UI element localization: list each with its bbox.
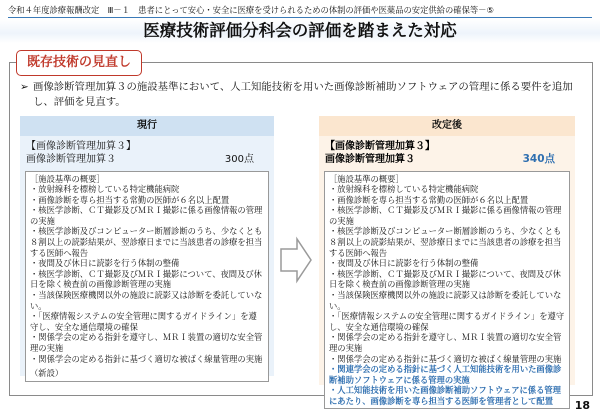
revised-bracket-title: 【画像診断管理加算３】 xyxy=(325,141,435,152)
list-item: ・核医学診断、ＣＴ撮影及びＭＲＩ撮影に係る画像情報の管理の実施 xyxy=(329,205,562,226)
revised-addition-name: 画像診断管理加算３ xyxy=(325,154,415,165)
list-item: ・画像診断を専ら担当する常勤の医師が６名以上配置 xyxy=(30,194,230,205)
revised-heading: 改定後 xyxy=(319,116,575,136)
arrow-right-icon xyxy=(279,236,313,284)
list-item: ・夜間及び休日に読影を行う体制の整備 xyxy=(30,258,180,269)
current-addition-row xyxy=(20,153,274,166)
list-item: ・夜間及び休日に読影を行う体制の整備 xyxy=(329,258,479,269)
arrow-bullet-icon: ➢ xyxy=(20,81,29,93)
criteria-title: ［施設基準の概要］ xyxy=(30,174,105,184)
list-item: ・放射線科を標榜している特定機能病院 xyxy=(30,184,180,194)
revised-points: 340点 xyxy=(522,153,555,165)
breadcrumb: 令和４年度診療報酬改定 Ⅲ－１ 患者にとって安心・安全に医療を受けられるための体制の評価や医薬品の安定供給の確保等－⑤ xyxy=(8,3,592,18)
list-item: ・核医学診断、ＣＴ撮影及びＭＲＩ撮影について、夜間及び休日を除く検査前の画像診断管理の実施 xyxy=(30,268,262,290)
list-item: ・関係学会の定める指針を遵守し、ＭＲＩ装置の適切な安全管理の実施 xyxy=(329,332,562,353)
list-item: ・「医療情報システムの安全管理に関するガイドライン」を遵守し、安全な通信環境の確保 xyxy=(30,311,257,332)
current-addition-name: 画像診断管理加算３ xyxy=(26,154,116,165)
list-item: ・「医療情報システムの安全管理に関するガイドライン」を遵守し、安全な通信環境の確保 xyxy=(329,311,565,332)
section-tab: 既存技術の見直し xyxy=(16,50,142,76)
revised-panel xyxy=(319,136,575,406)
new-requirement-item: ・関連学会の定める指針に基づく人工知能技術を用いた画像診断補助ソフトウェアに係る管理の実施 xyxy=(329,364,562,385)
list-item: ・核医学診断、ＣＴ撮影及びＭＲＩ撮影に係る画像情報の管理の実施 xyxy=(30,205,263,226)
new-requirement-item: ・人工知能技術を用いた画像診断補助ソフトウェアに係る管理にあたり、画像診断を専ら担当する医師を管理者として配置 xyxy=(329,385,561,406)
list-item: ・関係学会の定める指針を遵守し、ＭＲＩ装置の適切な安全管理の実施 xyxy=(30,332,263,353)
new-establishment-note: （新設） xyxy=(30,368,64,379)
list-item: ・画像診断を専ら担当する常勤の医師が６名以上配置 xyxy=(329,194,529,205)
current-bracket-title: 【画像診断管理加算３】 xyxy=(26,141,136,152)
list-item: ・当該保険医療機関以外の施設に読影又は診断を委託していない。 xyxy=(30,289,263,311)
current-heading: 現行 xyxy=(20,116,274,136)
list-item: ・核医学診断、ＣＴ撮影及びＭＲＩ撮影について、夜間及び休日を除く検査前の画像診断管理の実施 xyxy=(329,268,561,290)
list-item: ・放射線科を標榜している特定機能病院 xyxy=(329,184,479,194)
revised-addition-row xyxy=(319,153,575,166)
current-criteria-box xyxy=(25,171,269,382)
list-item: ・核医学診断及びコンピューター断層診断のうち、少なくとも８割以上の読影結果が、翌診療日までに当該患者の診療を担当する医師へ報告 xyxy=(329,226,562,258)
list-item: ・関係学会の定める指針に基づく適切な被ばく線量管理の実施 xyxy=(30,353,263,364)
current-panel xyxy=(20,136,274,379)
page-number: 18 xyxy=(574,399,590,412)
list-item: ・当該保険医療機関以外の施設に読影又は診断を委託していない。 xyxy=(329,289,562,311)
criteria-title: ［施設基準の概要］ xyxy=(329,174,404,184)
lead-text: 画像診断管理加算３の施設基準において、人工知能技術を用いた画像診断補助ソフトウェアの管理に係る要件を追加し、評価を見直す。 xyxy=(33,81,573,108)
current-points: 300点 xyxy=(224,154,254,165)
page-title: 医療技術評価分科会の評価を踏まえた対応 xyxy=(0,19,600,43)
revised-criteria-box xyxy=(324,171,570,409)
list-item: ・核医学診断及びコンピューター断層診断のうち、少なくとも８割以上の読影結果が、翌診療日までに当該患者の診療を担当する医師へ報告 xyxy=(30,226,263,258)
list-item: ・関係学会の定める指針に基づく適切な被ばく線量管理の実施 xyxy=(329,353,562,364)
lead-paragraph xyxy=(20,80,585,110)
